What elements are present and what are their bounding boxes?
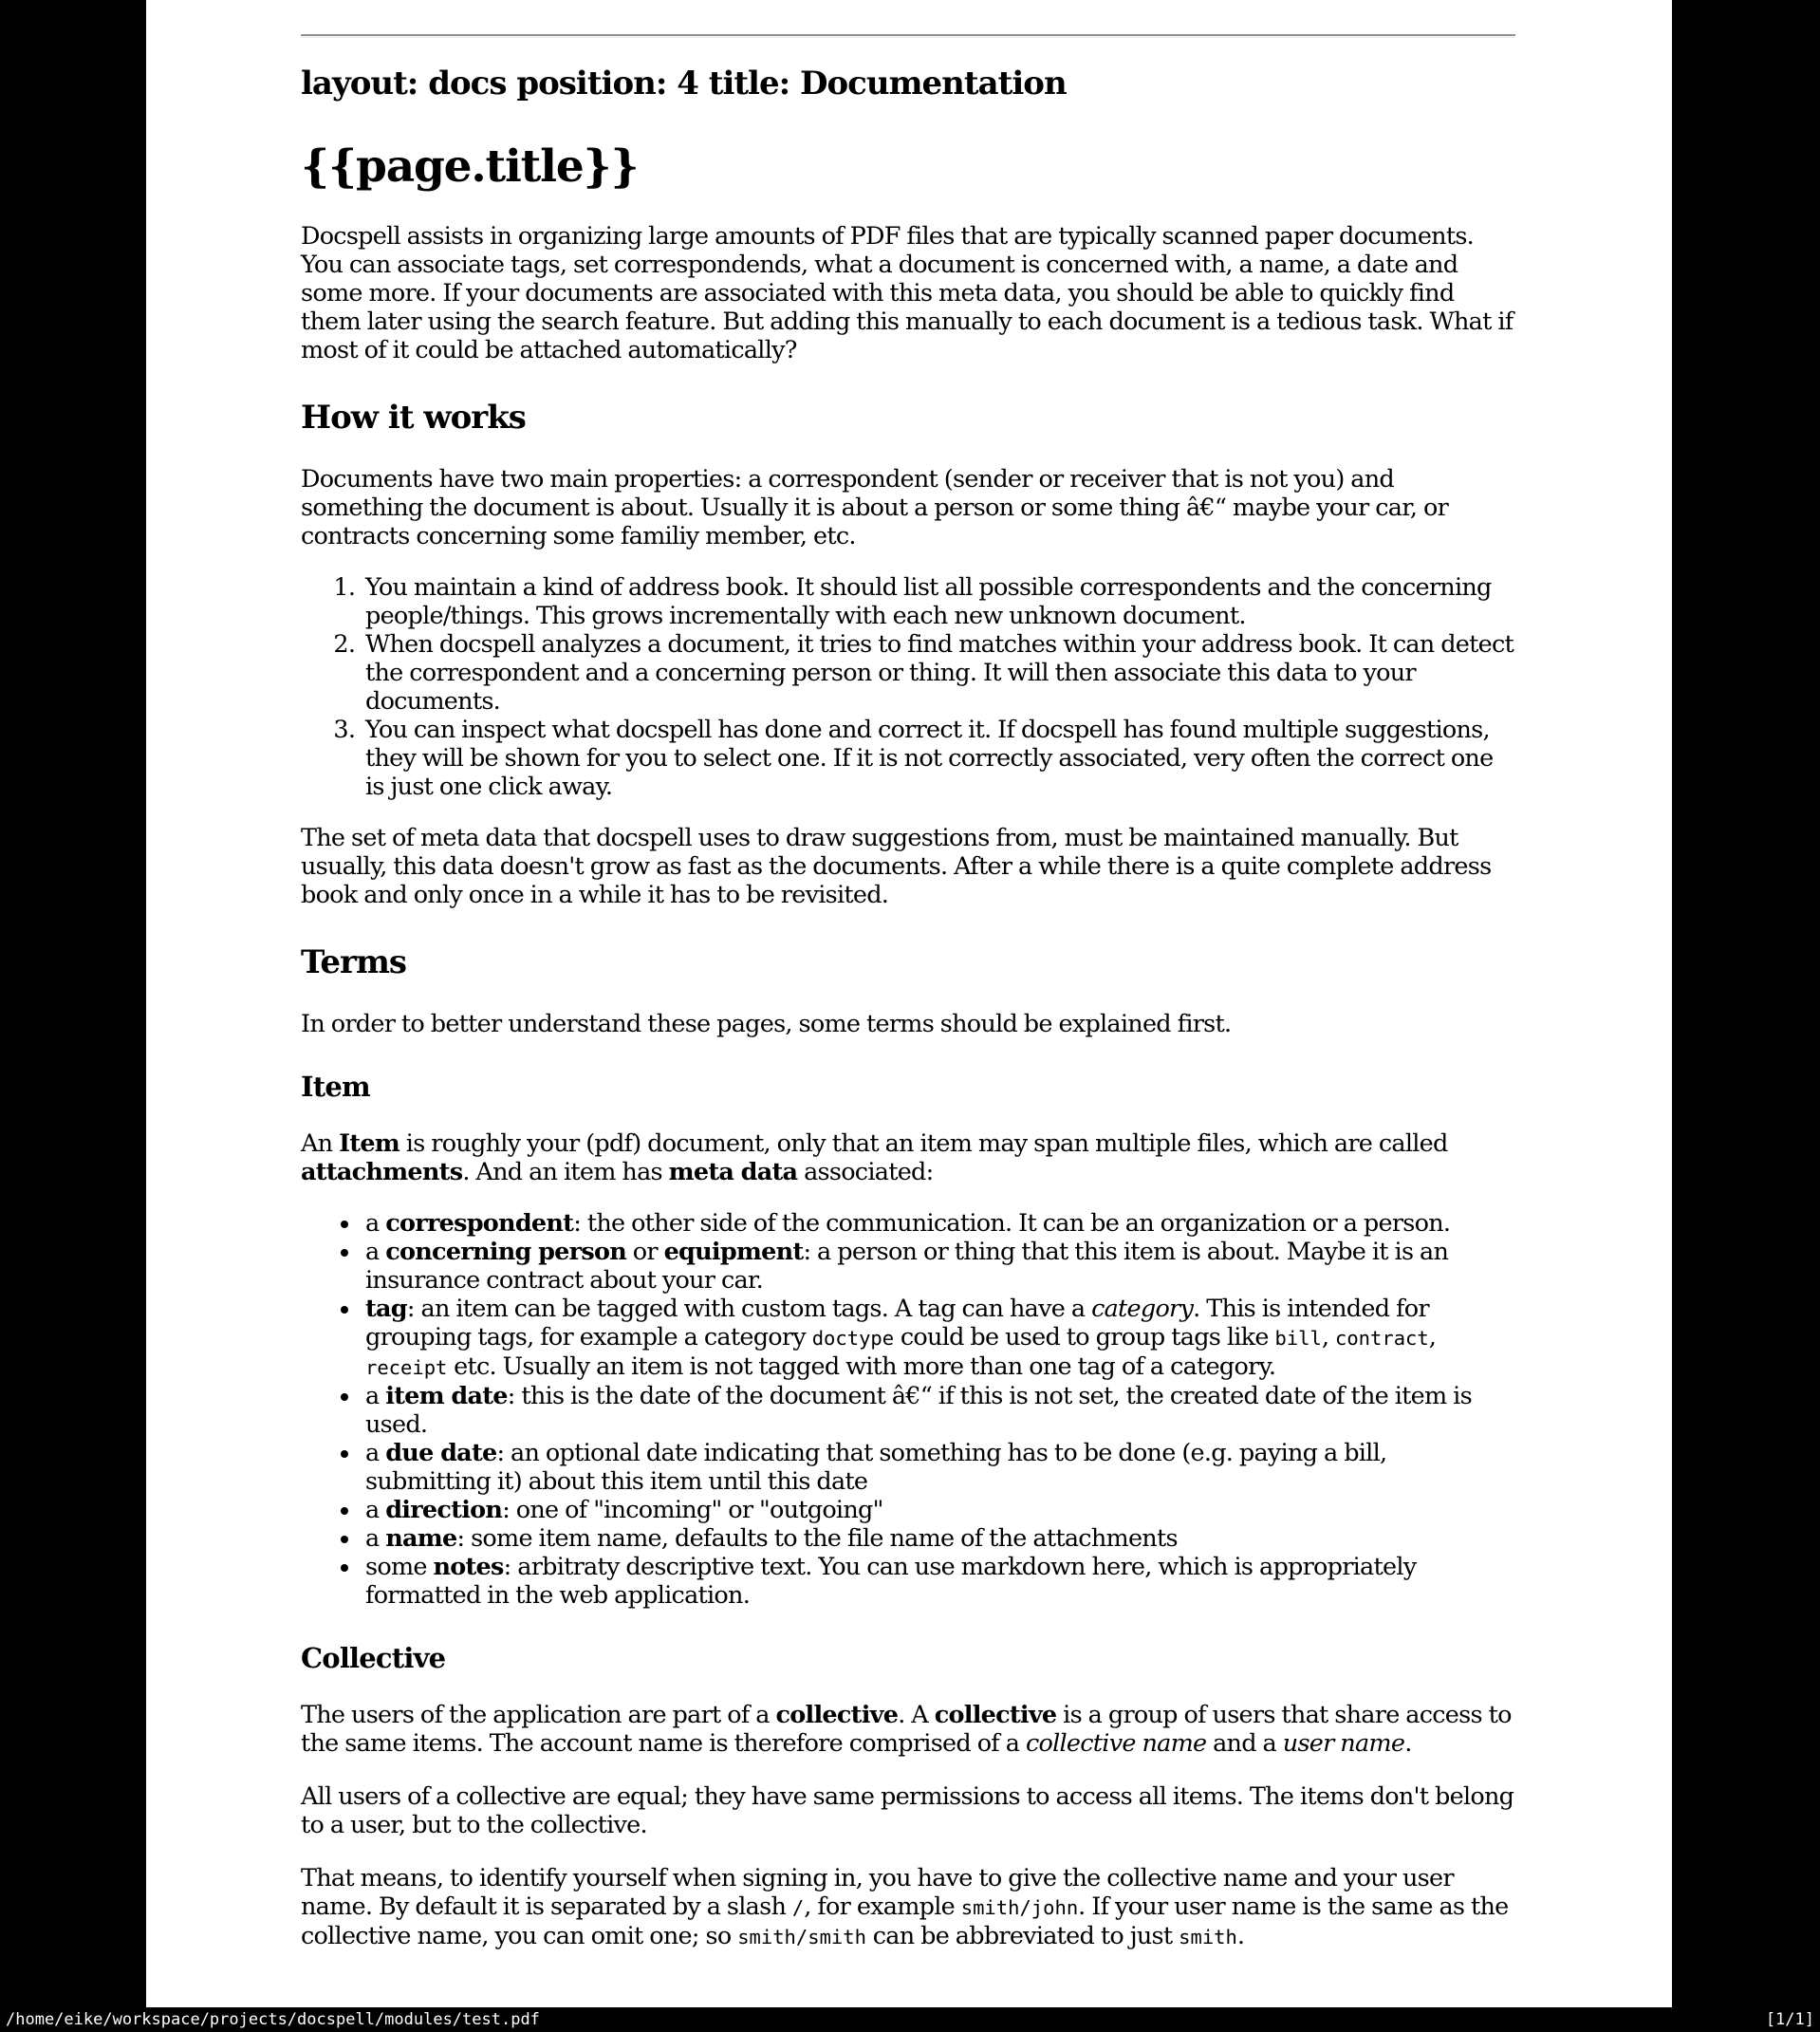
- how-it-works-steps: [301, 573, 1515, 801]
- list-item: • a name: some item name, defaults to the file name of the attachments: [362, 1524, 1515, 1553]
- list-item: 3. You can inspect what docspell has done and correct it. If docspell has found multiple suggestions, they will be shown for you to select one. If it is not correctly associated, very often the correct one is just one click away.: [362, 716, 1515, 801]
- frontmatter-heading: layout: docs position: 4 title: Documentation: [301, 65, 1067, 103]
- list-item: • some notes: arbitraty descriptive text. You can use markdown here, which is appropriately formatted in the web application.: [362, 1553, 1515, 1610]
- statusbar-file-path: /home/eike/workspace/projects/docspell/modules/test.pdf: [6, 2010, 540, 2029]
- list-item: 2. When docspell analyzes a document, it tries to find matches within your address book. It can detect the correspondent and a concerning person or thing. It will then associate this data to your documents.: [362, 630, 1515, 716]
- subsection-heading-collective: Collective: [301, 1642, 446, 1674]
- how-it-works-paragraph: Documents have two main properties: a correspondent (sender or receiver that is not you) and something the document is about. Usually it is about a person or some thing â€“ maybe your car, or contracts concerning some familiy member, etc.: [301, 465, 1449, 550]
- section-heading-how-it-works: How it works: [301, 399, 526, 437]
- list-item: • a due date: an optional date indicating that something has to be done (e.g. paying a bill, submitting it) about this item until this date: [362, 1439, 1515, 1496]
- list-item: • a concerning person or equipment: a person or thing that this item is about. Maybe it is an insurance contract about your car.: [362, 1238, 1515, 1295]
- list-item: • a direction: one of "incoming" or "outgoing": [362, 1496, 1515, 1524]
- statusbar: [0, 2007, 1820, 2032]
- section-heading-terms: Terms: [301, 943, 407, 981]
- collective-paragraph: All users of a collective are equal; they have same permissions to access all items. The items don't belong to a user, but to the collective.: [301, 1782, 1514, 1839]
- intro-paragraph: Docspell assists in organizing large amounts of PDF files that are typically scanned paper documents. You can associate tags, set correspondends, what a document is concerned with, a name, a date and some more. If your documents are associated with this meta data, you should be able to quickly find them later using the search feature. But adding this manually to each document is a tedious task. What if most of it could be attached automatically?: [301, 222, 1514, 364]
- statusbar-page-indicator: [1/1]: [1765, 2010, 1814, 2029]
- list-item: • a correspondent: the other side of the communication. It can be an organization or a person.: [362, 1209, 1515, 1238]
- item-meta-list: [301, 1209, 1515, 1610]
- item-paragraph: An Item is roughly your (pdf) document, only that an item may span multiple files, which are called attachments. And an item has meta data associated:: [301, 1129, 1448, 1186]
- collective-paragraph: That means, to identify yourself when signing in, you have to give the collective name and your user name. By default it is separated by a slash /, for example smith/john. If your user name is the same as the collective name, you can omit one; so smith/smith can be abbreviated to just smith.: [301, 1864, 1509, 1950]
- collective-paragraph: The users of the application are part of a collective. A collective is a group of users that share access to the same items. The account name is therefore comprised of a collective name and a user name.: [301, 1701, 1512, 1758]
- pdf-page[interactable]: [146, 0, 1672, 2007]
- front-matter-divider: [301, 34, 1515, 38]
- list-item: • a item date: this is the date of the document â€“ if this is not set, the created date of the item is used.: [362, 1382, 1515, 1439]
- terms-intro: In order to better understand these pages, some terms should be explained first.: [301, 1010, 1232, 1038]
- list-item: 1. You maintain a kind of address book. It should list all possible correspondents and the concerning people/things. This grows incrementally with each new unknown document.: [362, 573, 1515, 630]
- how-it-works-outro: The set of meta data that docspell uses to draw suggestions from, must be maintained manually. But usually, this data doesn't grow as fast as the documents. After a while there is a quite complete address book and only once in a while it has to be revisited.: [301, 824, 1492, 909]
- page-title: {{page.title}}: [301, 140, 639, 193]
- list-item: • tag: an item can be tagged with custom tags. A tag can have a category. This is intended for grouping tags, for example a category doctype could be used to group tags like bill, contract, receipt etc. Usually an item is not tagged with more than one tag of a category.: [362, 1295, 1515, 1382]
- subsection-heading-item: Item: [301, 1071, 370, 1103]
